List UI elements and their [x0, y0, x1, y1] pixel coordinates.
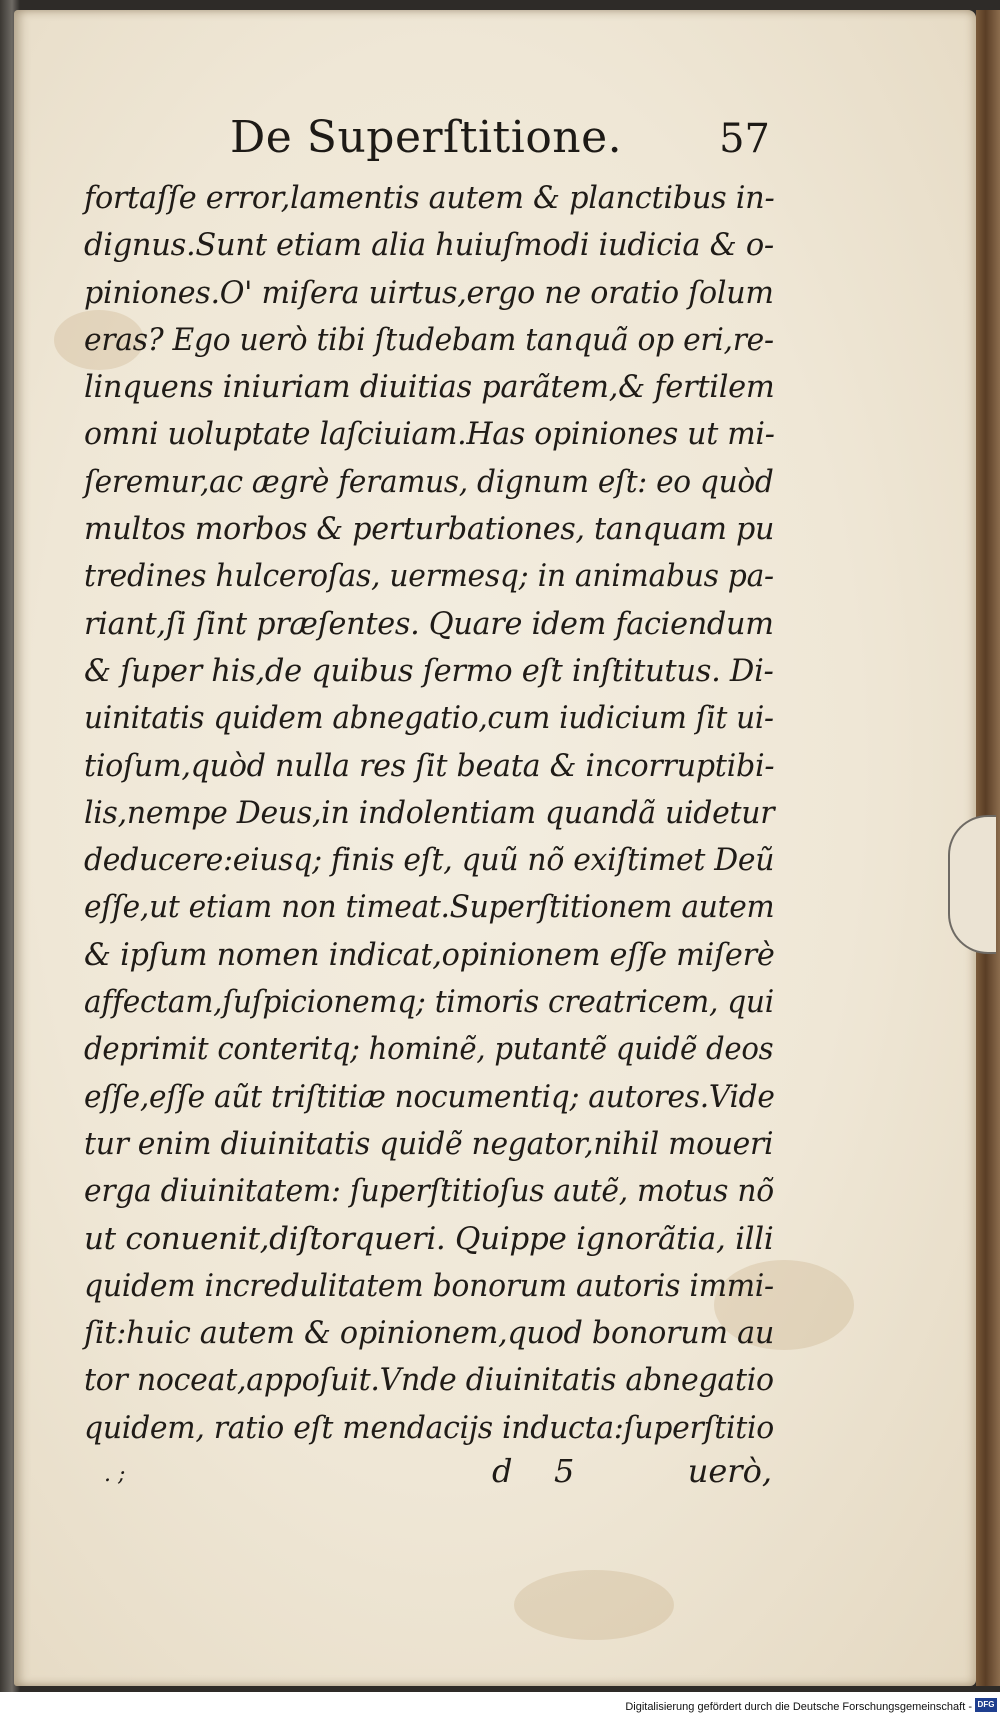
text-line: omni uoluptate laſciuiam.Has opiniones ut mi-: [84, 416, 775, 453]
text-line: ſeremur,ac ægrè feramus, dignum eſt: eo quòd: [84, 463, 774, 500]
page-title: De Superſtitione.: [230, 112, 623, 163]
signature-number: 5: [554, 1452, 575, 1490]
text-line: deprimit conteritq; hominẽ, putantẽ quidẽ deos: [84, 1031, 774, 1068]
funding-credit: Digitalisierung gefördert durch die Deutsche Forschungsgemeinschaft -: [625, 1701, 972, 1713]
text-line: fortaſſe error,lamentis autem & planctibus in-: [84, 180, 775, 216]
text-line: riant,ſi ſint præſentes. Quare idem faciendum: [84, 605, 774, 642]
text-line: eſſe,ut etiam non timeat.Superſtitionem autem: [84, 889, 775, 926]
text-line: multos morbos & perturbationes, tanquam pu: [84, 511, 775, 548]
text-line: tioſum,quòd nulla res ſit beata & incorruptibi-: [84, 747, 775, 784]
signature-letter: d: [492, 1452, 513, 1490]
stain: [514, 1570, 674, 1640]
text-line: & ſuper his,de quibus ſermo eſt inſtitutus. Di-: [84, 652, 774, 689]
text-line: quidem incredulitatem bonorum autoris immi-: [84, 1267, 774, 1304]
dfg-logo-icon: DFG: [975, 1698, 997, 1712]
text-line: linquens iniuriam diuitias parãtem,& fertilem: [84, 369, 775, 406]
text-line: tor noceat,appoſuit.Vnde diuinitatis abnegatio: [84, 1362, 774, 1399]
body-text: [84, 175, 774, 1452]
text-line: erga diuinitatem: ſuperſtitioſus autẽ, motus nõ: [84, 1173, 774, 1210]
catchword: uerò,: [687, 1452, 772, 1490]
text-line: piniones.O' miſera uirtus,ergo ne oratio ſolum: [84, 274, 774, 311]
text-line: uinitatis quidem abnegatio,cum iudicium ſit ui-: [84, 700, 774, 737]
text-line: & ipſum nomen indicat,opinionem eſſe miſerè: [84, 936, 775, 973]
text-line: tur enim diuinitatis quidẽ negator,nihil moueri: [84, 1125, 774, 1162]
text-line: dignus.Sunt etiam alia huiuſmodi iudicia & o-: [84, 227, 774, 264]
text-line: ut conuenit,diſtorqueri. Quippe ignorãtia, illi: [84, 1220, 774, 1257]
page-number: 57: [719, 116, 770, 162]
text-line: quidem, ratio eſt mendacijs inducta:ſuperſtitio: [84, 1409, 774, 1446]
running-header: [230, 112, 770, 174]
text-line: ſit:huic autem & opinionem,quod bonorum au: [84, 1315, 775, 1352]
text-line: deducere:eiusq; finis eſt, quũ nõ exiſtimet Deũ: [84, 842, 775, 879]
text-line: lis,nempe Deus,in indolentiam quandã uidetur: [84, 794, 775, 831]
text-line: affectam,ſuſpicionemq; timoris creatricem, qui: [84, 984, 774, 1021]
text-line: eſſe,eſſe aũt triſtitiæ nocumentiq; autores.Vide: [84, 1078, 775, 1115]
text-line: eras? Ego uerò tibi ſtudebam tanquã op eri,re-: [84, 321, 774, 358]
page-tab-notch: [948, 815, 996, 954]
text-line: tredines hulceroſas, uermesq; in animabus pa-: [84, 558, 774, 595]
footer-bar: [0, 1692, 1000, 1721]
margin-mark: . ;: [104, 1462, 126, 1487]
signature-row: [84, 1452, 774, 1502]
